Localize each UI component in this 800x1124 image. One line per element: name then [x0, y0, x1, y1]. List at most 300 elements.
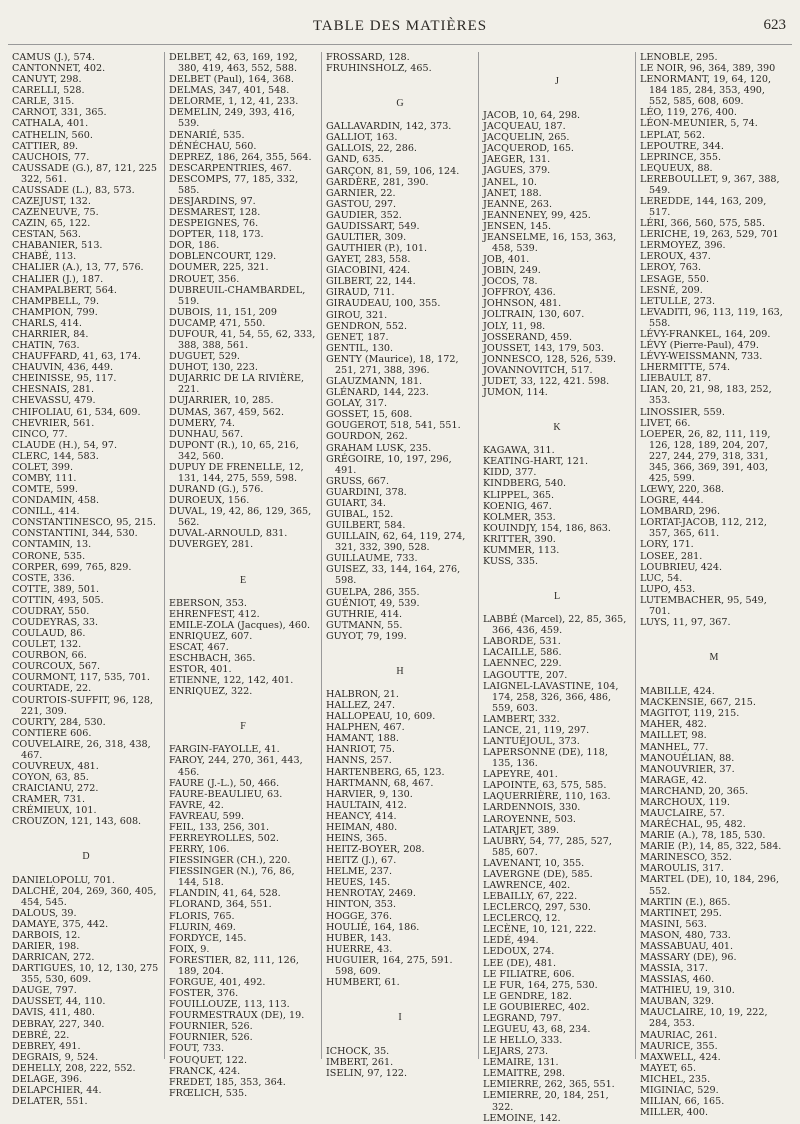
index-entry: FIESSINGER (N.), 76, 86, 144, 518. — [169, 866, 295, 889]
index-entry: KLIPPEL, 365. — [483, 489, 555, 501]
index-entry: LÉVY (Pierre-Paul), 479. — [640, 340, 759, 352]
index-entry: LAUBRY, 54, 77, 285, 527, 585, 607. — [483, 835, 612, 858]
index-entry: LEDÉ, 494. — [483, 935, 539, 947]
index-entry: HEITZ (J.), 67. — [326, 855, 397, 867]
index-entry: LESNÉ, 209. — [640, 284, 703, 296]
index-entry: MARÉCHAL, 95, 482. — [640, 819, 746, 831]
index-entry: EBERSON, 353. — [169, 597, 247, 609]
index-entry: DELBET, 42, 63, 169, 192, 380, 419, 463, 552, 588. — [169, 52, 298, 75]
index-entry: JAEGER, 131. — [483, 154, 551, 166]
index-entry: COURTADE, 22. — [12, 683, 92, 695]
index-entry: HALLEZ, 247. — [326, 700, 395, 712]
index-entry: CHEVASSU, 479. — [12, 395, 96, 407]
section-letter: E — [239, 574, 247, 586]
index-entry: DANIELOPOLU, 701. — [12, 874, 115, 886]
index-entry: FORDYCE, 145. — [169, 932, 247, 944]
index-entry: MAYET, 65. — [640, 1062, 697, 1074]
index-column-3 — [321, 52, 478, 1080]
index-entry: DESCOMPS, 77, 185, 332, 585. — [169, 173, 299, 196]
index-entry: JOLTRAIN, 130, 607. — [483, 309, 585, 321]
index-columns — [8, 52, 792, 1124]
index-entry: DARTIGUES, 10, 12, 130, 275 355, 530, 609. — [12, 963, 159, 986]
index-entry: DESJARDINS, 97. — [169, 196, 256, 208]
index-entry: JEANSELME, 16, 153, 363, 458, 539. — [483, 231, 617, 255]
index-entry: LE GOUBIEREC, 402. — [483, 1001, 590, 1013]
index-entry: MASSABUAU, 401. — [640, 940, 734, 952]
index-column-4 — [478, 52, 635, 1124]
index-entry: COURTY, 284, 530. — [12, 716, 106, 728]
index-entry: JAGUES, 379. — [483, 165, 551, 177]
index-entry: DUPUY DE FRENELLE, 12, 131, 144, 275, 559, 598. — [169, 461, 304, 484]
index-entry: FOSTER, 376. — [169, 988, 239, 1000]
index-entry: LOUBRIEU, 424. — [640, 561, 723, 573]
index-entry: CHABANIER, 513. — [12, 240, 103, 252]
index-entry: COURTOIS-SUFFIT, 96, 128, 221, 309. — [12, 694, 154, 717]
index-entry: DEBRAY, 227, 340. — [12, 1018, 105, 1030]
index-entry: LERMOYEZ, 396. — [640, 240, 726, 252]
index-entry: DESPEIGNES, 76. — [169, 218, 259, 230]
index-entry: DOPTER, 118, 173. — [169, 229, 264, 241]
spacer — [326, 642, 474, 653]
index-entry: LOEPER, 26, 82, 111, 119, 126, 128, 189, 204, 207, 227, 244, 279, 318, 331, 345, 366, 369, 391, 403, 425, 599. — [640, 428, 771, 484]
index-entry: COUVELAIRE, 26, 318, 438, 467. — [12, 738, 151, 761]
index-entry: FORESTIER, 82, 111, 126, 189, 204. — [169, 954, 299, 977]
header-rule — [8, 44, 792, 45]
index-entry: GOSSET, 15, 608. — [326, 409, 413, 421]
index-entry: FERREYROLLES, 502. — [169, 833, 279, 844]
index-entry: GLÉNARD, 144, 223. — [326, 387, 429, 399]
index-entry: CONTIERE 606. — [12, 727, 92, 739]
spacer — [640, 628, 788, 639]
index-entry: ENRIQUEZ, 607. — [169, 630, 253, 642]
index-entry: MAUCLAIRE, 10, 19, 222, 284, 353. — [640, 1007, 768, 1030]
index-entry: COTTE, 389, 501. — [12, 583, 100, 595]
index-entry: CAMUS (J.), 574. — [12, 52, 95, 63]
index-entry: DEBRÉ, 22. — [12, 1029, 70, 1041]
index-entry: HALPHEN, 467. — [326, 722, 405, 734]
index-entry: MAILLET, 98. — [640, 730, 707, 742]
index-entry: CORPER, 699, 765, 829. — [12, 561, 132, 573]
index-entry: GENTIL, 130. — [326, 342, 394, 354]
index-entry: CONSTANTINI, 344, 530. — [12, 528, 138, 540]
index-entry: MILIAN, 66, 165. — [640, 1096, 725, 1108]
index-entry: HINTON, 353. — [326, 899, 397, 911]
index-entry: CANTONNET, 402. — [12, 63, 106, 75]
index-entry: HEIMAN, 480. — [326, 821, 398, 833]
index-entry: CRAICIANU, 272. — [12, 783, 99, 795]
index-entry: FOURMESTRAUX (DE), 19. — [169, 1010, 305, 1022]
index-entry: MICHEL, 235. — [640, 1073, 711, 1085]
index-entry: MAUBAN, 329. — [640, 996, 715, 1008]
index-entry: MAURICE, 355. — [640, 1040, 718, 1052]
spacer — [326, 988, 474, 999]
spacer — [169, 697, 317, 708]
index-entry: FOIX, 9. — [169, 943, 210, 955]
index-entry: MAHER, 482. — [640, 719, 707, 731]
index-entry: LABORDE, 531. — [483, 636, 561, 648]
index-entry: LEROUX, 437. — [640, 251, 711, 263]
index-entry: COUDEYRAS, 33. — [12, 616, 99, 628]
index-entry: LE FUR, 164, 275, 530. — [483, 979, 598, 991]
index-entry: CONDAMIN, 458. — [12, 495, 100, 507]
index-entry: LEPRINCE, 355. — [640, 151, 722, 163]
index-entry: DAUSSET, 44, 110. — [12, 996, 106, 1008]
index-entry: MARTINET, 295. — [640, 907, 722, 919]
index-entry: JEANNENEY, 99, 425. — [483, 209, 591, 221]
index-entry: LEPLAT, 562. — [640, 129, 706, 141]
index-entry: GAUDIER, 352. — [326, 209, 402, 221]
index-entry: FREDET, 185, 353, 364. — [169, 1076, 286, 1088]
index-entry: LE GENDRE, 182. — [483, 990, 572, 1002]
index-entry: DUCAMP, 471, 550. — [169, 317, 266, 329]
index-entry: CAZENEUVE, 75. — [12, 207, 99, 219]
index-entry: HEINS, 365. — [326, 833, 388, 844]
index-entry: DESCARPENTRIES, 467. — [169, 162, 292, 174]
index-entry: LAPOINTE, 63, 575, 585. — [483, 780, 607, 792]
index-entry: DUGUET, 529. — [169, 351, 240, 363]
index-entry: LEMOINE, 142. — [483, 1112, 561, 1124]
index-entry: EMILE-ZOLA (Jacques), 460. — [169, 619, 311, 631]
index-entry: GAUTHIER (P.), 101. — [326, 243, 428, 255]
index-entry: CONILL, 414. — [12, 506, 80, 518]
index-entry: LECLERCQ, 12. — [483, 913, 561, 925]
index-entry: ETIENNE, 122, 142, 401. — [169, 675, 294, 687]
index-entry: KAGAWA, 311. — [483, 445, 555, 457]
index-entry: ESCHBACH, 365. — [169, 652, 256, 664]
index-entry: CAUSSADE (G.), 87, 121, 225 322, 561. — [12, 162, 157, 185]
index-entry: HAULTAIN, 412. — [326, 799, 407, 811]
page-title: TABLE DES MATIÈRES — [312, 18, 488, 34]
index-entry: KOLMER, 353. — [483, 511, 556, 523]
index-entry: DARIER, 198. — [12, 941, 80, 953]
index-entry: LAWRENCE, 402. — [483, 880, 571, 891]
index-entry: LIVET, 66. — [640, 417, 691, 429]
index-entry: LAVERGNE (DE), 585. — [483, 868, 593, 880]
index-entry: MARIE (A.), 78, 185, 530. — [640, 830, 766, 842]
index-entry: COTTIN, 493, 505. — [12, 594, 104, 606]
section-letter: D — [82, 851, 90, 863]
index-entry: MARTIN (E.), 865. — [640, 896, 731, 908]
index-entry: LEREDDE, 144, 163, 209, 517. — [640, 196, 767, 219]
index-entry: GIACOBINI, 424. — [326, 265, 411, 277]
index-entry: GALLIOT, 163. — [326, 132, 398, 144]
index-entry: CATHALA, 401. — [12, 118, 89, 130]
section-letter: J — [555, 76, 559, 87]
index-entry: HEUES, 145. — [326, 877, 391, 889]
index-entry: MARTEL (DE), 10, 184, 296, 552. — [640, 874, 779, 897]
index-entry: JEANNE, 263. — [483, 198, 553, 210]
index-entry: GUISEZ, 33, 144, 164, 276, 598. — [326, 564, 461, 587]
index-entry: JACQUELIN, 265. — [483, 132, 570, 144]
index-entry: LUPO, 453. — [640, 583, 696, 595]
index-entry: JANEL, 10. — [483, 176, 537, 188]
spacer — [483, 567, 631, 578]
index-entry: MABILLE, 424. — [640, 686, 715, 698]
section-letter: M — [709, 652, 719, 664]
section-letter: K — [553, 422, 561, 434]
index-entry: CHABÉ, 113. — [12, 251, 77, 263]
index-entry: HOULIÉ, 164, 186. — [326, 921, 420, 933]
index-entry: HALLOPEAU, 10, 609. — [326, 711, 436, 723]
index-entry: GRUSS, 667. — [326, 475, 390, 487]
index-entry: CHATIN, 763. — [12, 340, 80, 352]
index-entry: LIAN, 20, 21, 98, 183, 252, 353. — [640, 384, 772, 407]
index-entry: LEREBOULLET, 9, 367, 388, 549. — [640, 173, 780, 196]
index-entry: LÉVY-FRANKEL, 164, 209. — [640, 328, 771, 340]
index-entry: DEGRAIS, 9, 524. — [12, 1051, 99, 1063]
index-entry: LAVENANT, 10, 355. — [483, 857, 585, 869]
index-entry: LETULLE, 273. — [640, 295, 716, 307]
index-entry: LEGUEU, 43, 68, 234. — [483, 1024, 591, 1036]
index-entry: HEANCY, 414. — [326, 810, 397, 822]
index-entry: CESTAN, 563. — [12, 229, 81, 241]
index-entry: DEBREY, 491. — [12, 1040, 81, 1052]
index-entry: MASON, 480, 733. — [640, 929, 731, 941]
index-entry: JOB, 401. — [483, 254, 530, 266]
index-entry: LUYS, 11, 97, 367. — [640, 616, 731, 628]
index-entry: LEPOUTRE, 344. — [640, 140, 724, 152]
index-entry: COYON, 63, 85. — [12, 772, 89, 784]
index-entry: LEROY, 763. — [640, 262, 702, 274]
index-entry: DUNHAU, 567. — [169, 428, 244, 440]
index-entry: FAURE (J.-L.), 50, 466. — [169, 777, 280, 789]
index-entry: DAVIS, 411, 480. — [12, 1007, 95, 1019]
index-entry: FAROY, 244, 270, 361, 443, 456. — [169, 755, 303, 778]
index-entry: DOBLENCOURT, 129. — [169, 251, 277, 263]
index-entry: LAENNEC, 229. — [483, 658, 562, 670]
spacer — [483, 52, 631, 63]
index-entry: LEMAITRE, 298. — [483, 1068, 566, 1080]
index-entry: GRÉGOIRE, 10, 197, 296, 491. — [326, 453, 452, 476]
index-entry: CAUSSADE (L.), 83, 573. — [12, 184, 135, 196]
index-entry: CHEVRIER, 561. — [12, 417, 95, 429]
index-entry: CONTAMIN, 13. — [12, 539, 92, 551]
index-column-1 — [8, 52, 164, 1108]
section-letter: G — [396, 98, 404, 110]
index-entry: HUMBERT, 61. — [326, 977, 400, 989]
index-entry: ESTOR, 401. — [169, 664, 232, 676]
index-entry: MARINESCO, 352. — [640, 852, 732, 864]
index-entry: GUÉNIOT, 49, 539. — [326, 597, 420, 609]
index-entry: MARIE (P.), 14, 85, 322, 584. — [640, 841, 782, 853]
index-entry: FRŒLICH, 535. — [169, 1087, 248, 1099]
index-entry: DUMAS, 367, 459, 562. — [169, 406, 285, 418]
spacer — [326, 1035, 474, 1046]
index-entry: GOLAY, 317. — [326, 398, 387, 410]
index-entry: LEJARS, 273. — [483, 1046, 549, 1058]
index-entry: FEIL, 133, 256, 301. — [169, 821, 270, 833]
index-entry: CHESNAIS, 281. — [12, 384, 95, 396]
index-entry: GUELPA, 286, 355. — [326, 586, 420, 598]
index-entry: CINCO, 77. — [12, 428, 68, 440]
index-entry: GALLOIS, 22, 286. — [326, 143, 417, 155]
index-entry: CHAMPION, 799. — [12, 306, 98, 318]
index-entry: CARNOT, 331, 365. — [12, 107, 107, 119]
index-entry: DUROEUX, 156. — [169, 495, 250, 507]
index-entry: DALOUS, 39. — [12, 907, 77, 919]
index-entry: DUVERGEY, 281. — [169, 539, 254, 551]
index-entry: GUTHRIE, 414. — [326, 608, 402, 620]
index-entry: MAURIAC, 261. — [640, 1029, 718, 1041]
index-entry: KOUINDJY, 154, 186, 863. — [483, 522, 611, 534]
index-entry: GENET, 187. — [326, 331, 389, 343]
index-entry: GILBERT, 22, 144. — [326, 276, 416, 288]
index-entry: LEGRAND, 797. — [483, 1012, 562, 1024]
index-entry: MIGINIAC, 529. — [640, 1084, 719, 1096]
index-entry: CAUCHOIS, 77. — [12, 151, 90, 163]
index-column-2 — [164, 52, 321, 1099]
index-entry: GENDRON, 552. — [326, 320, 408, 332]
index-entry: ESCAT, 467. — [169, 641, 229, 653]
index-entry: COSTE, 336. — [12, 572, 75, 584]
index-entry: GASTOU, 297. — [326, 198, 397, 210]
index-entry: KINDBERG, 540. — [483, 478, 567, 490]
index-entry: DUJARRIER, 10, 285. — [169, 395, 274, 407]
index-entry: COURCOUX, 567. — [12, 661, 101, 673]
index-entry: MAUCLAIRE, 57. — [640, 808, 725, 819]
index-entry: MAROULIS, 317. — [640, 863, 724, 875]
index-entry: JOLY, 11, 98. — [483, 320, 546, 332]
index-entry: LIEBAULT, 87. — [640, 373, 712, 385]
index-entry: GAND, 635. — [326, 154, 384, 166]
index-entry: JOFFROY, 436. — [483, 287, 556, 299]
index-entry: LÉON-MEUNIER, 5, 74. — [640, 118, 758, 130]
index-entry: DUVAL, 19, 42, 86, 129, 365, 562. — [169, 506, 312, 529]
index-entry: DELORME, 1, 12, 41, 233. — [169, 96, 299, 108]
index-entry: COMTE, 599. — [12, 484, 78, 496]
index-entry: FLANDIN, 41, 64, 528. — [169, 888, 281, 900]
index-entry: DUMERY, 74. — [169, 417, 235, 429]
spacer — [169, 551, 317, 562]
index-entry: DOUMER, 225, 321. — [169, 262, 269, 274]
index-entry: LŒWY, 220, 368. — [640, 484, 725, 496]
index-entry: DELATER, 551. — [12, 1096, 88, 1108]
index-entry: CHALIER (J.), 187. — [12, 273, 104, 285]
index-entry: GENTY (Maurice), 18, 172, 251, 271, 388, 396. — [326, 353, 459, 376]
index-entry: LÉVY-WEISSMANN, 733. — [640, 351, 763, 363]
index-entry: DEPREZ, 186, 264, 355, 564. — [169, 151, 312, 163]
index-entry: KUSS, 335. — [483, 555, 539, 567]
index-entry: GOURDON, 262. — [326, 431, 408, 443]
index-entry: DOR, 186. — [169, 240, 220, 252]
index-entry: LABBÉ (Marcel), 22, 85, 365, 366, 436, 459. — [483, 614, 627, 637]
index-entry: IMBERT, 261. — [326, 1057, 394, 1069]
index-entry: GRAHAM LUSK, 235. — [326, 442, 432, 454]
page-header — [8, 14, 792, 38]
index-entry: DEMELIN, 249, 393, 416, 539. — [169, 107, 295, 130]
index-entry: DURAND (G.), 576. — [169, 484, 264, 496]
index-entry: CHAMPBELL, 79. — [12, 295, 100, 307]
index-entry: HARVIER, 9, 130. — [326, 788, 413, 800]
index-entry: DELAPCHIER, 44. — [12, 1085, 102, 1097]
index-entry: JOVANNOVITCH, 517. — [483, 364, 593, 376]
index-entry: FOURNIER, 526. — [169, 1021, 253, 1033]
index-entry: LANTUÉJOUL, 373. — [483, 735, 580, 747]
index-entry: MANOUÉLIAN, 88. — [640, 752, 735, 764]
index-entry: COURMONT, 117, 535, 701. — [12, 672, 150, 684]
index-entry: GUILBERT, 584. — [326, 520, 406, 532]
index-entry: CHEINISSE, 95, 117. — [12, 373, 117, 385]
index-entry: CHIFOLIAU, 61, 534, 609. — [12, 406, 141, 418]
index-entry: CRAMER, 731. — [12, 794, 86, 806]
index-entry: MAXWELL, 424. — [640, 1051, 721, 1063]
index-entry: DÉNÉCHAU, 560. — [169, 140, 257, 152]
index-entry: GAYET, 283, 558. — [326, 254, 411, 266]
index-entry: FOUQUET, 122. — [169, 1054, 248, 1066]
index-entry: GUARDINI, 378. — [326, 486, 407, 498]
index-entry: CHAUFFARD, 41, 63, 174. — [12, 351, 141, 363]
index-entry: DUPONT (R.), 10, 65, 216, 342, 560. — [169, 439, 299, 462]
index-entry: LECÈNE, 10, 121, 222. — [483, 924, 597, 936]
index-entry: CONSTANTINESCO, 95, 215. — [12, 517, 156, 529]
index-entry: LUTEMBACHER, 95, 549, 701. — [640, 594, 767, 617]
index-entry: COULAUD, 86. — [12, 628, 86, 640]
index-entry: FLORIS, 765. — [169, 910, 235, 922]
index-entry: MANOUVRIER, 37. — [640, 763, 735, 775]
index-entry: LINOSSIER, 559. — [640, 406, 725, 418]
index-entry: FLURIN, 469. — [169, 921, 236, 933]
index-entry: LHERMITTE, 574. — [640, 362, 731, 374]
index-entry: LECLERCQ, 297, 530. — [483, 902, 591, 914]
index-entry: COUVREUX, 481. — [12, 761, 99, 772]
index-entry: MARAGE, 42. — [640, 774, 707, 786]
index-entry: FRUHINSHOLZ, 465. — [326, 63, 432, 75]
spacer — [483, 398, 631, 409]
index-entry: CATTIER, 89. — [12, 140, 79, 152]
index-entry: FROSSARD, 128. — [326, 52, 410, 63]
index-entry: KUMMER, 113. — [483, 544, 560, 556]
index-entry: HALBRON, 21. — [326, 688, 399, 700]
index-entry: HANRIOT, 75. — [326, 744, 395, 756]
index-entry: KIDD, 377. — [483, 467, 537, 479]
index-entry: DESMAREST, 128. — [169, 207, 261, 219]
index-entry: HEITZ-BOYER, 208. — [326, 844, 425, 856]
index-entry: DARBOIS, 12. — [12, 929, 81, 941]
spacer — [12, 827, 160, 838]
index-entry: LESAGE, 550. — [640, 273, 710, 285]
index-entry: GUIBAL, 152. — [326, 508, 394, 520]
index-entry: DUFOUR, 41, 54, 55, 62, 333, 388, 388, 561. — [169, 328, 316, 352]
index-entry: MACKENSIE, 667, 215. — [640, 697, 756, 709]
index-entry: DUHOT, 130, 223. — [169, 362, 258, 374]
index-entry: HARTMANN, 68, 467. — [326, 777, 434, 789]
index-entry: LAGOUTTE, 207. — [483, 669, 568, 681]
index-entry: LACAILLE, 586. — [483, 647, 562, 659]
index-entry: GLAUZMANN, 181. — [326, 376, 423, 388]
index-entry: MAGITOT, 119, 215. — [640, 708, 740, 720]
index-entry: DENARIÉ, 535. — [169, 129, 245, 141]
index-entry: HUGUIER, 164, 275, 591. 598, 609. — [326, 954, 453, 977]
index-entry: HUBER, 143. — [326, 932, 392, 944]
index-entry: LE HELLO, 333. — [483, 1035, 563, 1047]
index-entry: GUIART, 34. — [326, 497, 386, 509]
index-entry: CANUYT, 298. — [12, 74, 82, 86]
index-entry: DAUGE, 797. — [12, 985, 77, 997]
index-entry: DELBET (Paul), 164, 368. — [169, 74, 294, 86]
index-entry: COURBON, 66. — [12, 650, 87, 662]
index-entry: LOSEE, 281. — [640, 550, 703, 562]
index-entry: JONNESCO, 128, 526, 539. — [483, 353, 617, 365]
index-entry: LENOBLE, 295. — [640, 52, 718, 63]
index-entry: CARLE, 315. — [12, 96, 75, 108]
index-entry: LEDOUX, 274. — [483, 946, 555, 958]
index-entry: LAROYENNE, 503. — [483, 813, 576, 825]
index-entry: LAMBERT, 332. — [483, 713, 560, 725]
index-entry: GARNIER, 22. — [326, 187, 396, 199]
index-entry: FOURNIER, 526. — [169, 1032, 253, 1044]
index-entry: CLAUDE (H.), 54, 97. — [12, 439, 118, 451]
index-entry: FOUT, 733. — [169, 1043, 225, 1055]
